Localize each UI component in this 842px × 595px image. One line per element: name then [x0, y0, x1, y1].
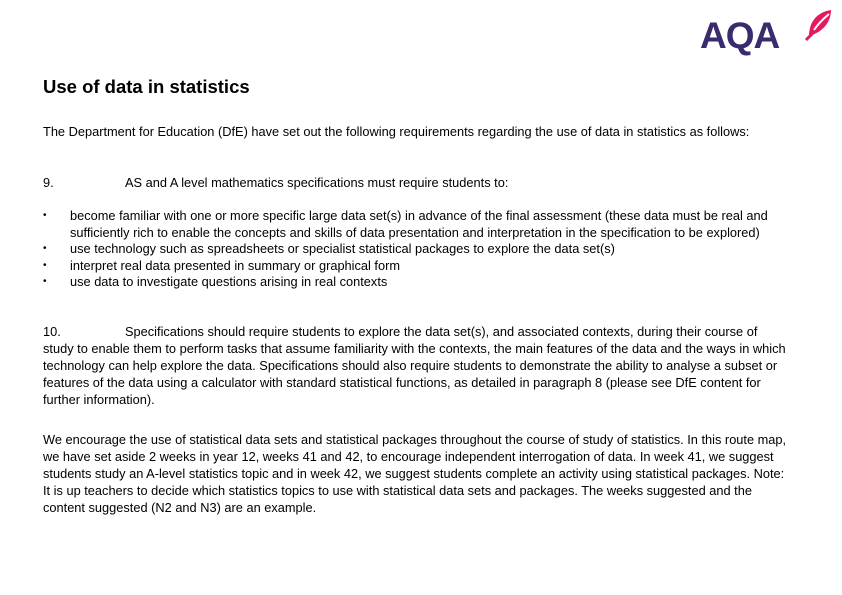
section-10-text: Specifications should require students to explore the data set(s), and associated contexts, during their course of study to enable them to perform tasks that assume familiarity with the contexts, the main features of the data and the ways in which technology can help explore the data. Specifications should also require students to demonstrate the ability to analyse a subset or features of the data using a calculator with standard statistical functions, as detailed in paragraph 8 (please see DfE content for further information). — [43, 324, 786, 407]
section-9-number: 9. — [43, 175, 54, 190]
section-9 — [43, 174, 783, 191]
list-item-text: use data to investigate questions arising in real contexts — [70, 274, 388, 289]
list-item — [43, 258, 788, 275]
bullet-icon: • — [43, 276, 47, 287]
bullet-icon: • — [43, 259, 47, 271]
list-item-text: become familiar with one or more specific large data set(s) in advance of the final assessment (these data must be real and sufficiently rich to enable the concepts and skills of data presentation and interpretation in the specification to be explored) — [70, 208, 768, 240]
logo-leaf-icon — [805, 6, 833, 42]
section-9-text: AS and A level mathematics specifications must require students to: — [125, 175, 509, 190]
list-item — [43, 241, 788, 258]
list-item-text: use technology such as spreadsheets or specialist statistical packages to explore the data set(s) — [70, 241, 615, 256]
closing-paragraph: We encourage the use of statistical data sets and statistical packages throughout the course of study of statistics. In this route map, we have set aside 2 weeks in year 12, weeks 41 and 42, to encourage independent interrogation of data. In week 41, we suggest students study an A-level statistics topic and in week 42, we suggest students complete an activity using statistical packages. Note: It is up teachers to decide which statistics topics to use with statistical data sets and packages. The weeks suggested and the content suggested (N2 and N3) are an example. — [43, 432, 787, 515]
requirements-list — [43, 208, 788, 291]
list-item-text: interpret real data presented in summary or graphical form — [70, 257, 401, 273]
logo-text: AQA — [700, 15, 780, 56]
section-10 — [43, 323, 788, 408]
list-item — [43, 208, 788, 241]
list-item — [43, 274, 788, 291]
intro-paragraph: The Department for Education (DfE) have set out the following requirements regarding the use of data in statistics as follows: — [43, 124, 750, 139]
aqa-logo — [700, 6, 834, 56]
page-title: Use of data in statistics — [43, 76, 250, 97]
bullet-icon: • — [43, 243, 47, 254]
section-10-number: 10. — [43, 324, 61, 339]
bullet-icon: • — [43, 210, 47, 221]
